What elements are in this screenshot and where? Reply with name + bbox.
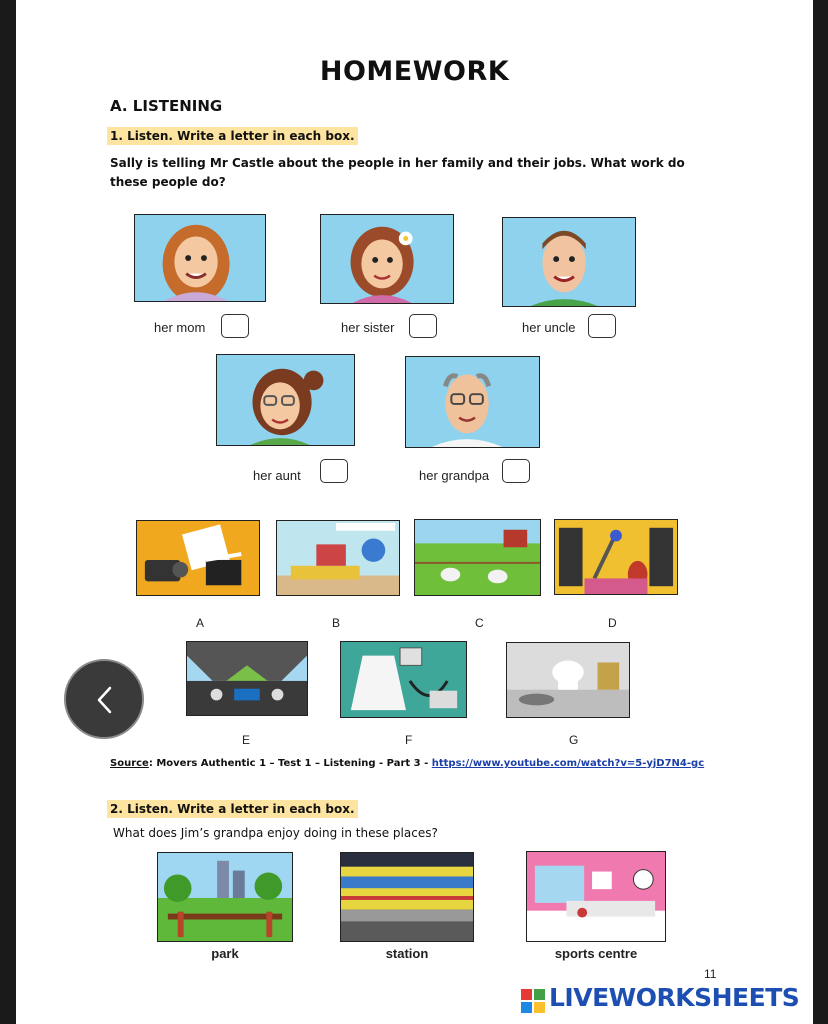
option-letter-b: B [332, 616, 341, 630]
source-text: : Movers Authentic 1 – Test 1 – Listening - Part 3 - [148, 758, 432, 769]
job-picture-f [340, 641, 467, 718]
picture-her-uncle [502, 217, 636, 307]
label-sports-centre: sports centre [554, 946, 638, 961]
place-picture-sports-centre [526, 851, 666, 942]
answer-box-her-grandpa[interactable] [502, 459, 530, 483]
option-letter-d: D [608, 616, 617, 630]
job-picture-b [276, 520, 400, 596]
task2-heading: 2. Listen. Write a letter in each box. [107, 800, 358, 818]
option-letter-g: G [569, 733, 579, 747]
answer-box-her-uncle[interactable] [588, 314, 616, 338]
source-link[interactable]: https://www.youtube.com/watch?v=5-yjD7N4-gc [431, 758, 705, 769]
task1-instruction: Sally is telling Mr Castle about the people in her family and their jobs. What work do these people do? [110, 156, 685, 189]
answer-box-her-sister[interactable] [409, 314, 437, 338]
source-line [110, 758, 704, 769]
job-picture-g [506, 642, 630, 718]
page-title: HOMEWORK [319, 56, 510, 87]
section-a-heading: A. LISTENING [110, 97, 223, 115]
label-her-grandpa: her grandpa [419, 468, 490, 483]
option-letter-e: E [242, 733, 251, 747]
option-letter-a: A [196, 616, 205, 630]
task2-instruction: What does Jim’s grandpa enjoy doing in these places? [113, 826, 438, 840]
picture-her-aunt [216, 354, 355, 446]
label-her-mom: her mom [154, 320, 206, 335]
source-label: Source [110, 758, 149, 769]
answer-box-her-aunt[interactable] [320, 459, 348, 483]
place-picture-station [340, 852, 474, 942]
option-letter-f: F [405, 733, 413, 747]
label-her-uncle: her uncle [522, 320, 576, 335]
liveworksheets-logo-icon [521, 989, 545, 1013]
liveworksheets-brand [521, 983, 821, 1017]
brand-name: LIVEWORKSHEETS [549, 983, 800, 1012]
job-picture-c [414, 519, 541, 596]
place-picture-park [157, 852, 293, 942]
job-picture-a [136, 520, 260, 596]
label-her-sister: her sister [341, 320, 395, 335]
label-station: station [385, 946, 429, 961]
task1-heading: 1. Listen. Write a letter in each box. [107, 127, 358, 145]
label-her-aunt: her aunt [253, 468, 301, 483]
previous-page-button[interactable] [64, 659, 144, 739]
picture-her-mom [134, 214, 266, 302]
job-picture-e [186, 641, 308, 716]
label-park: park [211, 946, 239, 961]
page-number: 11 [704, 967, 717, 981]
chevron-left-icon [94, 685, 116, 715]
job-picture-d [554, 519, 678, 595]
picture-her-grandpa [405, 356, 540, 448]
worksheet-page [16, 0, 813, 1024]
option-letter-c: C [475, 616, 484, 630]
picture-her-sister [320, 214, 454, 304]
answer-box-her-mom[interactable] [221, 314, 249, 338]
